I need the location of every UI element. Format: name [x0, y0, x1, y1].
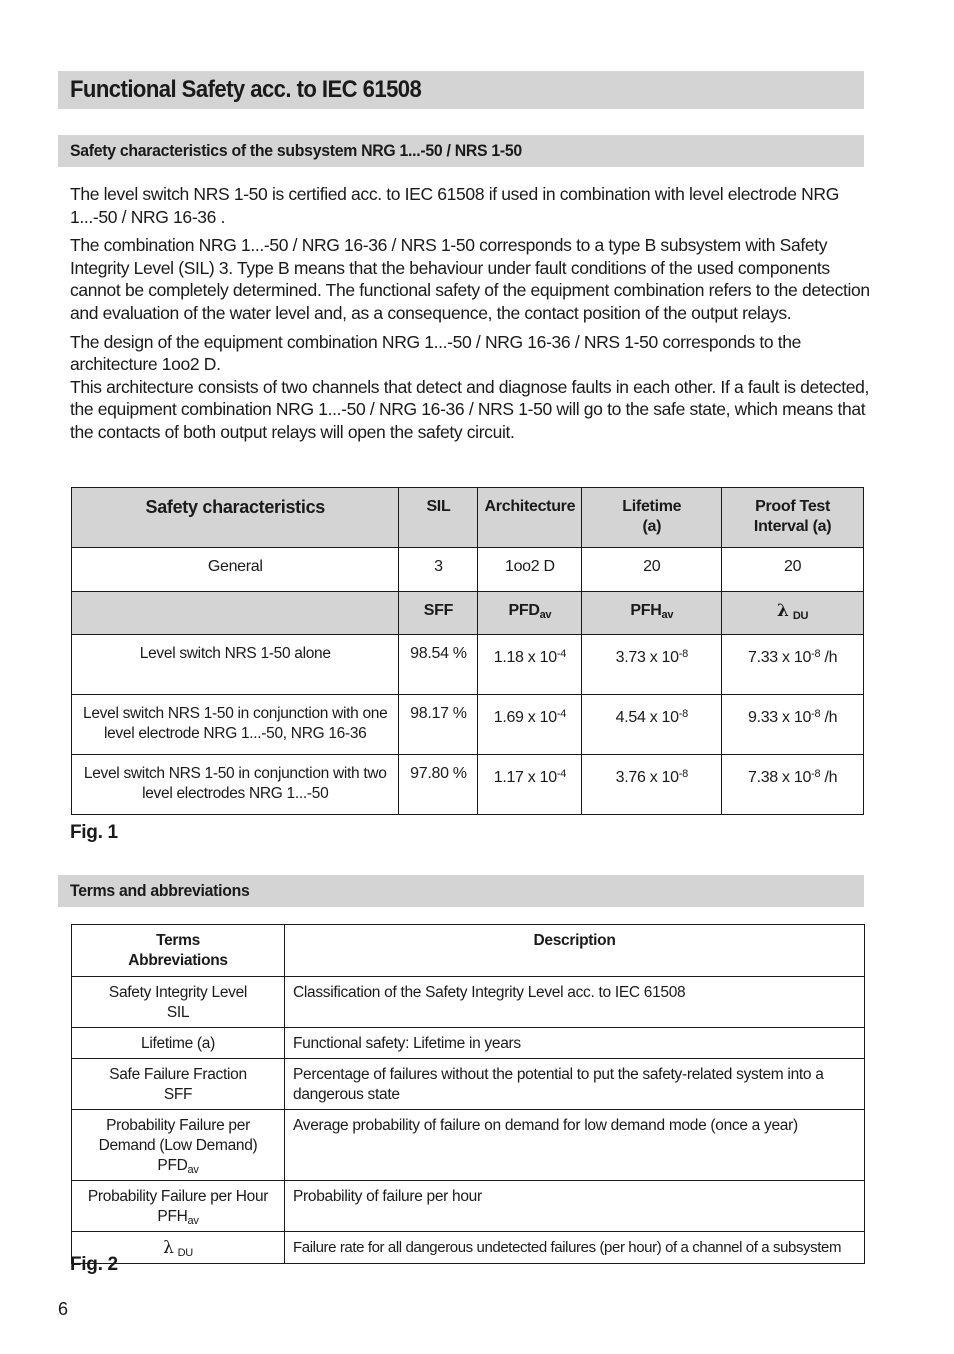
page-title-bar	[58, 71, 864, 109]
subheader-lambda-du: λ $_{DU}$	[722, 592, 864, 635]
header-sil: SIL	[399, 488, 478, 548]
cell-sff: 98.17 %	[399, 695, 478, 755]
cell-description: Percentage of failures without the potential to put the safety-related system into a dangerous state	[285, 1059, 865, 1110]
cell-label: Level switch NRS 1-50 alone	[72, 635, 399, 695]
cell-term-lambda-du: λ $_{DU}$	[72, 1232, 285, 1264]
table-row	[72, 635, 864, 695]
table-row	[72, 755, 864, 815]
cell-term: Probability Failure per Hour $PFH_{av}$	[72, 1181, 285, 1232]
cell-description: Classification of the Safety Integrity Level acc. to IEC 61508	[285, 977, 865, 1028]
page-number: 6	[58, 1299, 69, 1319]
subheader-sff: SFF	[399, 592, 478, 635]
cell-term: Safe Failure Fraction SFF	[72, 1059, 285, 1110]
cell-description: Average probability of failure on demand for low demand mode (once a year)	[285, 1110, 865, 1181]
table-header-row	[72, 488, 864, 548]
cell-description: Probability of failure per hour	[285, 1181, 865, 1232]
subheader-pfh: $PFH_{av}$	[582, 592, 722, 635]
intro-text	[70, 183, 870, 450]
cell-pfh: 4.54 x $10^{-8}$	[582, 695, 722, 755]
cell-label: Level switch NRS 1-50 in conjunction with one level electrode NRG 1...-50, NRG 16-36	[72, 695, 399, 755]
cell-term: Safety Integrity Level SIL	[72, 977, 285, 1028]
cell-lambda: 7.38 x $10^{-8}$ /h	[722, 755, 864, 815]
cell-pfh: 3.73 x $10^{-8}$	[582, 635, 722, 695]
table-row	[72, 977, 865, 1028]
table-row	[72, 1059, 865, 1110]
cell-pfd: 1.18 x $10^{-4}$	[478, 635, 582, 695]
section-title: Terms and abbreviations	[70, 881, 250, 900]
cell-general-sil: 3	[399, 548, 478, 592]
cell-term: Probability Failure per Demand (Low Demand) $PFD_{av}$	[72, 1110, 285, 1181]
figure-caption-1: Fig. 1	[70, 822, 118, 843]
cell-lambda: 7.33 x $10^{-8}$ /h	[722, 635, 864, 695]
safety-characteristics-table	[71, 487, 864, 815]
header-description: Description	[285, 925, 865, 977]
cell-description: Failure rate for all dangerous undetected failures (per hour) of a channel of a subsystem	[285, 1232, 865, 1264]
subheader-blank	[72, 592, 399, 635]
cell-pfh: 3.76 x $10^{-8}$	[582, 755, 722, 815]
table-row	[72, 695, 864, 755]
table-row	[72, 1181, 865, 1232]
cell-general-label: General	[72, 548, 399, 592]
table-row	[72, 1232, 865, 1264]
paragraph: The combination NRG 1...-50 / NRG 16-36 / NRS 1-50 corresponds to a type B subsystem with Safety Integrity Level (SIL) 3. Type B means that the behaviour under fault conditions of the used components cannot be completely determined. The functional safety of the equipment combination refers to the detection and evaluation of the water level and, as a consequence, the contact position of the output relays.	[70, 235, 870, 323]
header-architecture: Architecture	[478, 488, 582, 548]
table-subheader-row	[72, 592, 864, 635]
cell-sff: 97.80 %	[399, 755, 478, 815]
header-lifetime: Lifetime (a)	[582, 488, 722, 548]
paragraph: The level switch NRS 1-50 is certified acc. to IEC 61508 if used in combination with level electrode NRG 1...-50 / NRG 16-36 .	[70, 184, 839, 227]
table-row-general	[72, 548, 864, 592]
section-heading-safety-characteristics	[58, 135, 864, 167]
page-title: Functional Safety acc. to IEC 61508	[70, 76, 422, 103]
cell-general-architecture: 1oo2 D	[478, 548, 582, 592]
section-title: Safety characteristics of the subsystem NRG 1...-50 / NRS 1-50	[70, 141, 522, 160]
header-proof-test-interval: Proof Test Interval (a)	[722, 488, 864, 548]
header-safety-characteristics: Safety characteristics	[72, 488, 399, 548]
section-heading-terms	[58, 875, 864, 907]
cell-description: Functional safety: Lifetime in years	[285, 1028, 865, 1059]
subheader-pfd: $PFD_{av}$	[478, 592, 582, 635]
cell-general-lifetime: 20	[582, 548, 722, 592]
cell-pfd: 1.17 x $10^{-4}$	[478, 755, 582, 815]
table-header-row	[72, 925, 865, 977]
terms-abbreviations-table	[71, 924, 865, 1264]
figure-caption-2: Fig. 2	[70, 1254, 118, 1275]
cell-general-proof: 20	[722, 548, 864, 592]
cell-term: Lifetime (a)	[72, 1028, 285, 1059]
header-terms: Terms Abbreviations	[72, 925, 285, 977]
table-row	[72, 1028, 865, 1059]
paragraph: The design of the equipment combination NRG 1...-50 / NRG 16-36 / NRS 1-50 corresponds to the architecture 1oo2 D.	[70, 331, 802, 375]
cell-lambda: 9.33 x $10^{-8}$ /h	[722, 695, 864, 755]
table-row	[72, 1110, 865, 1181]
paragraph: This architecture consists of two channels that detect and diagnose faults in each other. If a fault is detected, the equipment combination NRG 1...-50 / NRG 16-36 / NRS 1-50 will go to the safe state, which means that the contacts of both output relays will open the safety circuit.	[70, 376, 869, 442]
cell-pfd: 1.69 x $10^{-4}$	[478, 695, 582, 755]
cell-label: Level switch NRS 1-50 in conjunction with two level electrodes NRG 1...-50	[72, 755, 399, 815]
cell-sff: 98.54 %	[399, 635, 478, 695]
